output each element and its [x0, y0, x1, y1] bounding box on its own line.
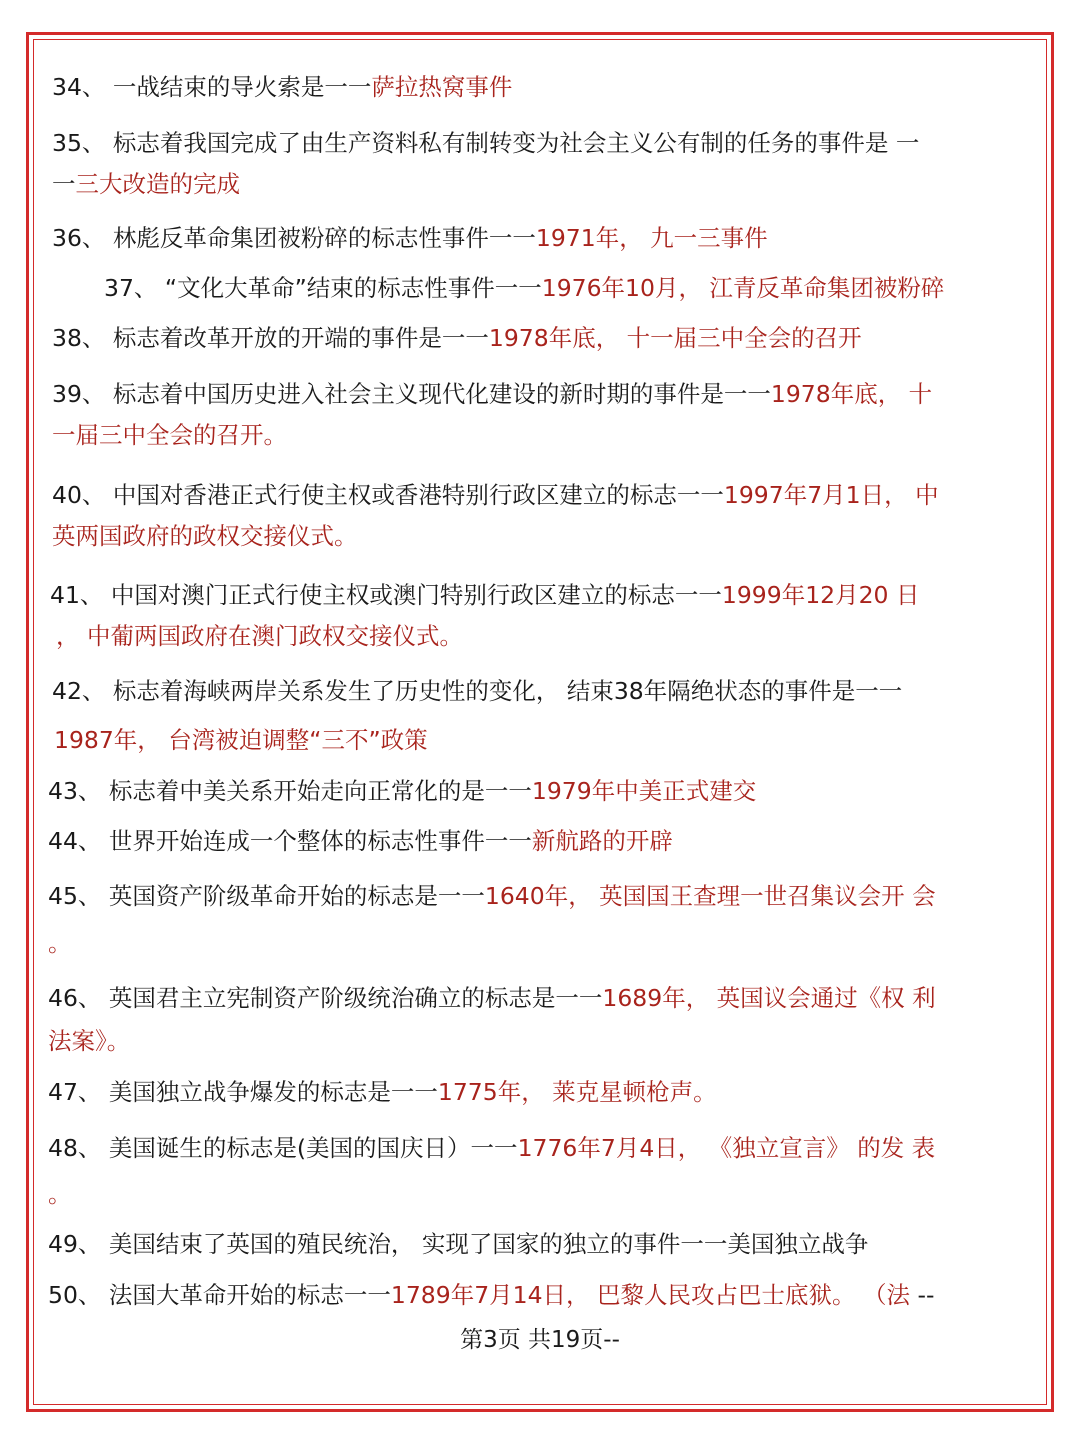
item-answer: 1976年10月， 江青反革命集团被粉碎 — [541, 274, 945, 302]
item-48-cont: 。 — [48, 1180, 72, 1208]
item-number: 41、 — [50, 581, 104, 609]
item-question: 法国大革命开始的标志一一 — [108, 1281, 391, 1309]
item-39-cont: 一届三中全会的召开。 — [52, 421, 287, 449]
item-question: 林彪反革命集团被粉碎的标志性事件一一 — [112, 224, 536, 252]
item-tail: -- — [910, 1281, 935, 1309]
item-34 — [52, 72, 512, 102]
item-answer: 1789年7月14日， 巴黎人民攻占巴士底狱。 （法 — [390, 1281, 910, 1309]
item-47 — [48, 1077, 717, 1107]
item-38 — [52, 323, 862, 353]
item-question: 标志着海峡两岸关系发生了历史性的变化， 结束38年隔绝状态的事件是一一 — [112, 677, 903, 705]
item-44 — [48, 826, 673, 856]
item-number: 47、 — [48, 1078, 102, 1106]
item-number: 39、 — [52, 380, 106, 408]
item-number: 46、 — [48, 984, 102, 1012]
item-answer: 萨拉热窝事件 — [371, 73, 513, 101]
item-number: 49、 — [48, 1230, 102, 1258]
item-answer: 1979年中美正式建交 — [531, 777, 757, 805]
item-41-cont: ， 中葡两国政府在澳门政权交接仪式。 — [56, 622, 463, 650]
item-answer: 1971年， 九一三事件 — [535, 224, 768, 252]
item-answer: 新航路的开辟 — [531, 827, 673, 855]
item-41 — [50, 580, 919, 610]
item-question: 美国诞生的标志是(美国的国庆日）一一 — [108, 1134, 518, 1162]
item-answer: 1978年底， 十一届三中全会的召开 — [488, 324, 862, 352]
item-35 — [52, 128, 919, 158]
item-answer: 1776年7月4日， 《独立宣言》 的发 表 — [517, 1134, 936, 1162]
item-49 — [48, 1229, 868, 1259]
item-number: 50、 — [48, 1281, 102, 1309]
item-42 — [52, 676, 902, 706]
item-question: 一战结束的导火索是一一 — [112, 73, 372, 101]
item-36 — [52, 223, 768, 253]
item-question: 中国对澳门正式行使主权或澳门特别行政区建立的标志一一 — [110, 581, 722, 609]
item-question: 标志着我国完成了由生产资料私有制转变为社会主义公有制的任务的事件是 一 — [112, 129, 920, 157]
page-footer: 第3页 共19页-- — [460, 1327, 620, 1353]
item-question-cont: 一 — [52, 170, 76, 198]
item-answer: 三大改造的完成 — [75, 170, 240, 198]
item-question: 世界开始连成一个整体的标志性事件一一 — [108, 827, 532, 855]
item-45 — [48, 881, 936, 911]
item-number: 42、 — [52, 677, 106, 705]
item-48 — [48, 1133, 935, 1163]
item-number: 44、 — [48, 827, 102, 855]
item-50 — [48, 1280, 934, 1310]
item-number: 37、 — [104, 274, 158, 302]
item-number: 35、 — [52, 129, 106, 157]
item-answer: 1775年， 莱克星顿枪声。 — [437, 1078, 717, 1106]
item-number: 45、 — [48, 882, 102, 910]
item-42-cont: 1987年， 台湾被迫调整“三不”政策 — [54, 726, 428, 754]
item-number: 43、 — [48, 777, 102, 805]
item-39 — [52, 379, 932, 409]
item-question: 英国君主立宪制资产阶级统治确立的标志是一一 — [108, 984, 603, 1012]
item-question: 美国独立战争爆发的标志是一一 — [108, 1078, 438, 1106]
item-question: 标志着改革开放的开端的事件是一一 — [112, 324, 489, 352]
item-number: 40、 — [52, 481, 106, 509]
item-45-cont: 。 — [48, 929, 72, 957]
item-number: 38、 — [52, 324, 106, 352]
item-answer: 1640年， 英国国王查理一世召集议会开 会 — [484, 882, 936, 910]
item-40 — [52, 480, 939, 510]
item-question: 英国资产阶级革命开始的标志是一一 — [108, 882, 485, 910]
item-question: 标志着中国历史进入社会主义现代化建设的新时期的事件是一一 — [112, 380, 771, 408]
item-number: 48、 — [48, 1134, 102, 1162]
item-43 — [48, 776, 756, 806]
item-46 — [48, 983, 936, 1013]
item-answer: 1978年底， 十 — [770, 380, 933, 408]
item-answer: 1997年7月1日， 中 — [723, 481, 939, 509]
item-35-cont — [52, 169, 240, 199]
item-number: 36、 — [52, 224, 106, 252]
item-37 — [104, 273, 944, 303]
item-46-cont: 法案》。 — [48, 1027, 131, 1055]
item-question: 美国结束了英国的殖民统治， 实现了国家的独立的事件一一美国独立战争 — [108, 1230, 869, 1258]
item-question: 中国对香港正式行使主权或香港特别行政区建立的标志一一 — [112, 481, 724, 509]
item-number: 34、 — [52, 73, 106, 101]
item-answer: 1999年12月20 日 — [721, 581, 920, 609]
item-question: 标志着中美关系开始走向正常化的是一一 — [108, 777, 532, 805]
item-answer: 1689年， 英国议会通过《权 利 — [602, 984, 936, 1012]
item-question: “文化大革命”结束的标志性事件一一 — [164, 274, 542, 302]
item-40-cont: 英两国政府的政权交接仪式。 — [52, 522, 358, 550]
